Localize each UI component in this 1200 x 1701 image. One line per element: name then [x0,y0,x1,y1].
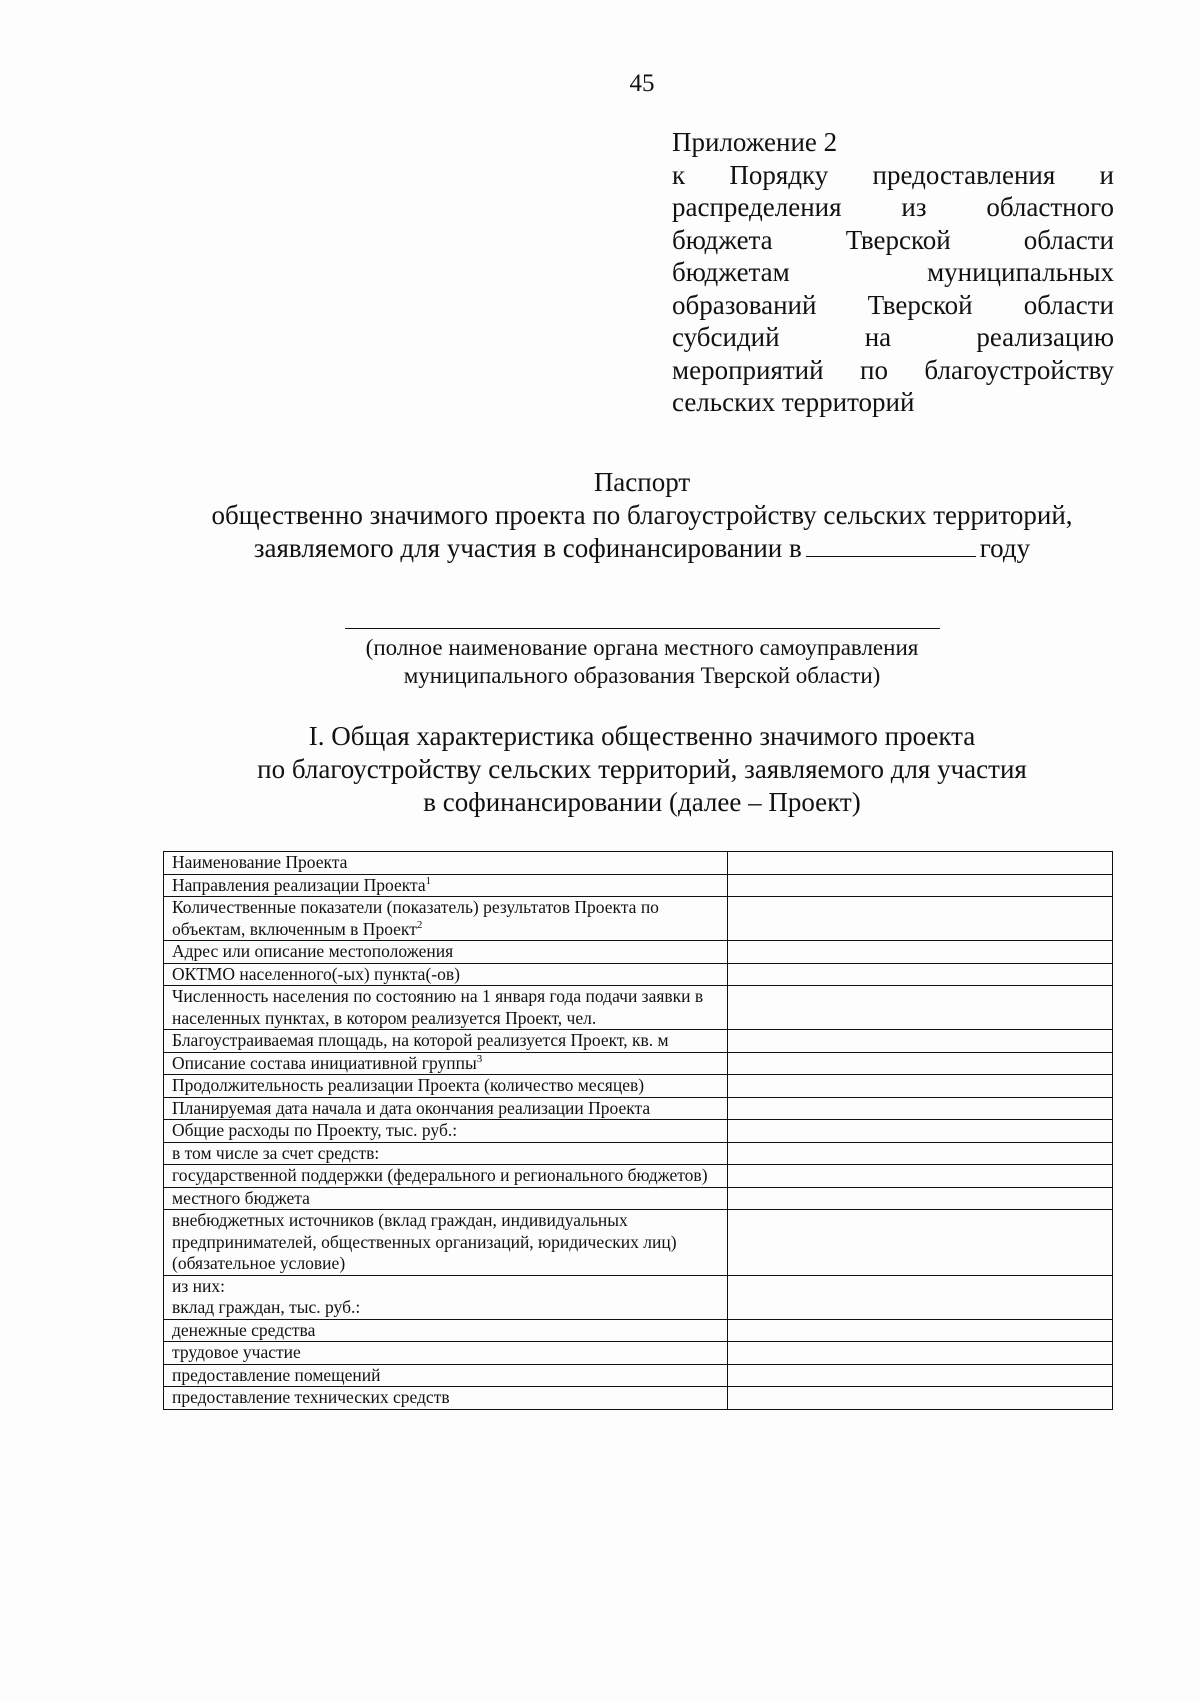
appendix-text [672,159,1114,419]
row-value-field[interactable] [728,1142,1113,1165]
row-label [164,874,728,897]
row-label [164,1387,728,1410]
org-caption-line2: муниципального образования Тверской области) [403,663,881,688]
row-label-text: Благоустраиваемая площадь, на которой реализуется Проект, кв. м [172,1030,669,1050]
org-name-caption [0,634,1200,690]
appendix-line: субсидий на реализацию [672,322,1114,352]
table-row [164,1165,1113,1188]
row-label [164,941,728,964]
row-label [164,1052,728,1075]
row-label-text: трудовое участие [172,1342,301,1362]
passport-heading [0,466,1200,565]
footnote-marker: 1 [425,874,432,887]
table-row [164,1364,1113,1387]
row-label-text: Численность населения по состоянию на 1 января года подачи заявки в населенных пунктах, в котором реализуется Проект, чел. [172,986,704,1028]
table-body [164,852,1113,1410]
table-row [164,1319,1113,1342]
row-value-field[interactable] [728,1210,1113,1276]
passport-subtitle-line1: общественно значимого проекта по благоустройству сельских территорий, [211,500,1073,530]
table-row [164,852,1113,875]
page-number: 45 [629,70,655,97]
row-label-text: внебюджетных источников (вклад граждан, индивидуальных предпринимателей, общественных организаций, юридических лиц) (обязательное условие) [172,1210,677,1273]
section-title [0,720,1200,819]
row-label-text: в том числе за счет средств: [172,1142,380,1163]
section-title-line1: I. Общая характеристика общественно значимого проекта [308,721,976,751]
row-label-text: вклад граждан, тыс. руб.: [172,1297,361,1317]
row-value-field[interactable] [728,874,1113,897]
row-label [164,1165,728,1188]
passport-line2-suffix: году [979,533,1031,563]
table-row [164,1052,1113,1075]
row-value-field[interactable] [728,1187,1113,1210]
row-label [164,986,728,1030]
row-value-field[interactable] [728,1052,1113,1075]
org-name-blank-line[interactable] [345,628,940,629]
row-label-text: Общие расходы по Проекту, тыс. руб.: [172,1120,458,1140]
org-caption-line1: (полное наименование органа местного самоуправления [365,635,919,660]
table-row [164,1097,1113,1120]
row-label [164,1075,728,1098]
passport-table [163,851,1113,1410]
table-row [164,1342,1113,1365]
table-row [164,874,1113,897]
row-value-field[interactable] [728,1342,1113,1365]
row-label-text: ОКТМО населенного(-ых) пункта(-ов) [172,963,460,984]
row-label [164,852,728,875]
row-value-field[interactable] [728,1030,1113,1053]
row-value-field[interactable] [728,1319,1113,1342]
row-label [164,963,728,986]
row-label-text: государственной поддержки (федерального и регионального бюджетов) [172,1165,708,1185]
section-title-line2: по благоустройству сельских территорий, заявляемого для участия [257,754,1027,784]
table-row [164,1075,1113,1098]
table-row [164,1120,1113,1143]
footnote-marker: 3 [476,1052,483,1065]
row-label [164,1030,728,1053]
appendix-line: мероприятий по благоустройству [672,354,1114,385]
row-label [164,1275,728,1319]
row-label-text: Адрес или описание местоположения [172,941,454,961]
row-label [164,1097,728,1120]
table-row [164,941,1113,964]
row-value-field[interactable] [728,1364,1113,1387]
row-value-field[interactable] [728,897,1113,941]
table-row [164,986,1113,1030]
row-label-text: Планируемая дата начала и дата окончания реализации Проекта [172,1097,651,1118]
footnote-marker: 2 [416,918,423,931]
table-row [164,1275,1113,1319]
table-row [164,1387,1113,1410]
appendix-line: образований Тверской области [672,289,1114,320]
row-label [164,1319,728,1342]
appendix-block [672,126,1114,419]
appendix-line: бюджета Тверской области [672,224,1114,255]
row-label-text: денежные средства [172,1319,316,1340]
row-value-field[interactable] [728,1387,1113,1410]
row-label-text: Описание состава инициативной группы [172,1052,477,1073]
row-value-field[interactable] [728,963,1113,986]
row-label-text: Направления реализации Проекта [172,874,426,895]
row-label-text: предоставление технических средств [172,1387,450,1407]
row-label [164,1120,728,1143]
row-value-field[interactable] [728,852,1113,875]
table-row [164,1030,1113,1053]
year-blank-field[interactable] [806,532,976,557]
appendix-line: бюджетам муниципальных [672,257,1114,287]
row-label-text: Продолжительность реализации Проекта (количество месяцев) [172,1075,645,1095]
row-label-text: Количественные показатели (показатель) результатов Проекта по объектам, включенным в Проект [172,897,659,939]
row-label [164,1142,728,1165]
row-label-text: Наименование Проекта [172,852,348,872]
appendix-line: распределения из областного [672,192,1114,222]
passport-line2-prefix: заявляемого для участия в софинансировании в [253,533,802,563]
row-label-text: из них: [172,1275,225,1296]
row-label [164,1187,728,1210]
table-row [164,963,1113,986]
row-value-field[interactable] [728,986,1113,1030]
row-value-field[interactable] [728,1165,1113,1188]
passport-subtitle-line2 [0,532,1200,565]
appendix-line: сельских территорий [672,387,915,417]
appendix-line: к Порядку предоставления и [672,159,1114,190]
row-label-text: местного бюджета [172,1187,310,1208]
row-value-field[interactable] [728,1075,1113,1098]
row-value-field[interactable] [728,1097,1113,1120]
passport-title: Паспорт [593,467,691,497]
table-row [164,1187,1113,1210]
row-label [164,1364,728,1387]
row-value-field[interactable] [728,1275,1113,1319]
row-value-field[interactable] [728,1120,1113,1143]
table-row [164,1142,1113,1165]
row-label [164,1342,728,1365]
row-label [164,897,728,941]
section-title-line3: в софинансировании (далее – Проект) [423,787,861,817]
appendix-title: Приложение 2 [672,127,838,157]
row-label-text: предоставление помещений [172,1364,381,1385]
table-row [164,897,1113,941]
row-value-field[interactable] [728,941,1113,964]
row-label [164,1210,728,1276]
table-row [164,1210,1113,1276]
